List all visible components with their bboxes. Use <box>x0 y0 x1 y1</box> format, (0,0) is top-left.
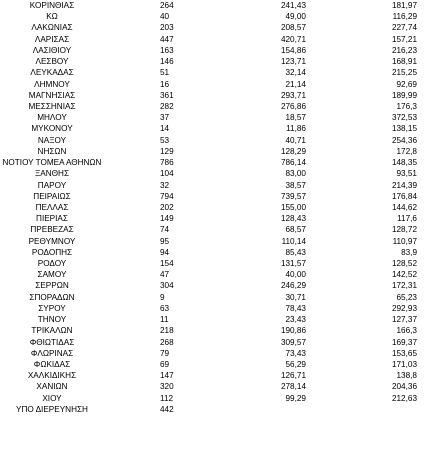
table-row <box>0 22 431 33</box>
cases-cell: 154 <box>160 259 174 269</box>
rate-cell: 18,57 <box>285 113 306 123</box>
index-cell: 157,21 <box>391 34 417 44</box>
table-row <box>0 112 431 123</box>
rate-cell: 154,86 <box>280 45 306 55</box>
rate-cell: 155,00 <box>280 202 306 212</box>
region-name-cell: ΛΗΜΝΟΥ <box>34 79 70 89</box>
rate-cell: 23,43 <box>285 315 306 325</box>
rate-cell: 126,71 <box>280 371 306 381</box>
region-name-cell: ΡΕΘΥΜΝΟΥ <box>28 236 76 246</box>
rate-cell: 32,14 <box>285 68 306 78</box>
region-name-cell: ΤΗΝΟΥ <box>37 315 67 325</box>
region-name-cell: ΦΩΚΙΔΑΣ <box>33 360 71 369</box>
rate-cell: 40,00 <box>285 270 306 280</box>
index-cell: 176,84 <box>391 191 417 201</box>
table-row <box>0 314 431 325</box>
rate-cell: 128,43 <box>280 214 306 224</box>
index-cell: 117,6 <box>397 214 417 224</box>
region-name-cell: ΜΕΣΣΗΝΙΑΣ <box>28 101 76 111</box>
index-cell: 138,8 <box>396 371 417 381</box>
index-cell: 216,23 <box>391 45 417 55</box>
rate-cell: 208,57 <box>280 23 306 33</box>
cases-cell: 163 <box>160 45 174 55</box>
cases-cell: 202 <box>160 202 174 212</box>
table-row <box>0 236 431 247</box>
region-name-cell: ΣΑΜΟΥ <box>37 270 67 280</box>
table-row <box>0 280 431 291</box>
table-row <box>0 258 431 269</box>
table-row <box>0 359 431 370</box>
region-name-cell: ΛΑΡΙΣΑΣ <box>34 34 70 44</box>
cases-cell: 104 <box>160 169 174 179</box>
index-cell: 215,25 <box>391 68 417 78</box>
cases-cell: 32 <box>160 180 170 190</box>
index-cell: 372,53 <box>391 113 417 123</box>
index-cell: 142,52 <box>391 270 417 280</box>
cases-cell: 53 <box>160 135 170 145</box>
index-cell: 166,3 <box>396 326 417 336</box>
region-name-cell: ΠΕΙΡΑΙΩΣ <box>33 191 71 201</box>
region-name-cell: ΛΑΣΙΘΙΟΥ <box>32 45 72 55</box>
table-row <box>0 202 431 213</box>
index-cell: 172,31 <box>391 281 417 291</box>
rate-cell: 786,14 <box>280 158 306 168</box>
rate-cell: 30,71 <box>285 292 306 302</box>
table-row <box>0 191 431 202</box>
index-cell: 212,63 <box>391 393 417 403</box>
index-cell: 168,91 <box>391 57 417 67</box>
region-name-cell: ΚΩ <box>46 12 58 22</box>
rate-cell: 739,57 <box>280 191 306 201</box>
cases-cell: 40 <box>160 12 170 22</box>
table-row <box>0 157 431 168</box>
index-cell: 65,23 <box>396 292 417 302</box>
region-name-cell: ΧΑΝΙΩΝ <box>36 382 68 392</box>
region-name-cell: ΝΟΤΙΟΥ ΤΟΜΕΑ ΑΘΗΝΩΝ <box>2 158 102 168</box>
index-cell: 189,99 <box>391 90 417 100</box>
rate-cell: 276,86 <box>280 101 306 111</box>
table-row <box>0 180 431 191</box>
region-name-cell: ΠΡΕΒΕΖΑΣ <box>30 225 74 235</box>
rate-cell: 68,57 <box>285 225 306 235</box>
table-row <box>0 146 431 157</box>
index-cell: 110,97 <box>392 236 417 246</box>
cases-cell: 51 <box>160 68 170 78</box>
cases-cell: 786 <box>160 158 174 168</box>
index-cell: 93,51 <box>396 169 417 179</box>
cases-cell: 94 <box>160 247 170 257</box>
region-name-cell: ΦΛΩΡΙΝΑΣ <box>30 348 74 358</box>
cases-cell: 320 <box>160 382 174 392</box>
cases-cell: 14 <box>160 124 170 134</box>
table-row <box>0 393 431 404</box>
table-row <box>0 404 431 415</box>
region-name-cell: ΧΑΛΚΙΔΙΚΗΣ <box>27 371 77 381</box>
rate-cell: 99,29 <box>285 393 306 403</box>
region-name-cell: ΠΕΛΛΑΣ <box>35 202 69 212</box>
region-name-cell: ΣΕΡΡΩΝ <box>35 281 69 291</box>
rate-cell: 83,00 <box>285 169 306 179</box>
table-row <box>0 0 431 11</box>
table-row <box>0 213 431 224</box>
rate-cell: 49,00 <box>285 12 306 22</box>
index-cell: 144,62 <box>391 202 417 212</box>
index-cell: 181,97 <box>391 1 417 10</box>
cases-cell: 11 <box>160 315 169 325</box>
rate-cell: 73,43 <box>285 348 306 358</box>
table-row <box>0 348 431 359</box>
cases-cell: 304 <box>160 281 174 291</box>
index-cell: 92,69 <box>396 79 417 89</box>
table-row <box>0 325 431 336</box>
index-cell: 254,36 <box>391 135 417 145</box>
cases-cell: 149 <box>160 214 174 224</box>
table-row <box>0 123 431 134</box>
cases-cell: 95 <box>160 236 170 246</box>
cases-cell: 203 <box>160 23 174 33</box>
cases-cell: 146 <box>160 57 174 67</box>
region-name-cell: ΠΑΡΟΥ <box>37 180 67 190</box>
table-row <box>0 135 431 146</box>
rate-cell: 190,86 <box>280 326 306 336</box>
rate-cell: 85,43 <box>285 247 306 257</box>
region-name-cell: ΥΠΟ ΔΙΕΡΕΥΝΗΣΗ <box>16 404 88 414</box>
cases-cell: 79 <box>160 348 170 358</box>
table-row <box>0 381 431 392</box>
index-cell: 128,52 <box>391 259 417 269</box>
region-name-cell: ΤΡΙΚΑΛΩΝ <box>31 326 73 336</box>
index-cell: 148,35 <box>391 158 417 168</box>
cases-cell: 361 <box>160 90 174 100</box>
table-row <box>0 45 431 56</box>
table-row <box>0 34 431 45</box>
region-name-cell: ΣΠΟΡΑΔΩΝ <box>29 292 75 302</box>
region-name-cell: ΣΥΡΟΥ <box>38 303 66 313</box>
index-cell: 176,3 <box>396 101 417 111</box>
region-name-cell: ΚΟΡΙΝΘΙΑΣ <box>29 1 75 10</box>
rate-cell: 56,29 <box>285 360 306 369</box>
table-row <box>0 247 431 258</box>
table-row <box>0 303 431 314</box>
cases-cell: 447 <box>160 34 174 44</box>
cases-cell: 794 <box>160 191 174 201</box>
cases-cell: 69 <box>160 360 170 369</box>
region-name-cell: ΛΕΣΒΟΥ <box>35 57 69 67</box>
index-cell: 116,29 <box>392 12 417 22</box>
cases-cell: 268 <box>160 337 174 347</box>
index-cell: 292,93 <box>391 303 417 313</box>
table-row <box>0 224 431 235</box>
region-name-cell: ΜΥΚΟΝΟΥ <box>31 124 73 134</box>
rate-cell: 123,71 <box>280 57 306 67</box>
cases-cell: 16 <box>160 79 170 89</box>
rate-cell: 131,57 <box>280 259 306 269</box>
cases-cell: 37 <box>160 113 170 123</box>
table-row <box>0 90 431 101</box>
table-row <box>0 79 431 90</box>
rate-cell: 241,43 <box>280 1 306 10</box>
index-cell: 127,37 <box>391 315 417 325</box>
index-cell: 128,72 <box>391 225 417 235</box>
region-name-cell: ΡΟΔΟΠΗΣ <box>31 247 73 257</box>
rate-cell: 246,29 <box>280 281 306 291</box>
table-row <box>0 67 431 78</box>
index-cell: 153,65 <box>391 348 417 358</box>
index-cell: 83,9 <box>401 247 417 257</box>
index-cell: 169,37 <box>391 337 417 347</box>
region-name-cell: ΛΑΚΩΝΙΑΣ <box>31 23 73 33</box>
cases-cell: 442 <box>160 404 174 414</box>
rate-cell: 40,71 <box>285 135 306 145</box>
rate-cell: 309,57 <box>280 337 306 347</box>
region-name-cell: ΝΑΞΟΥ <box>37 135 67 145</box>
rate-cell: 278,14 <box>280 382 306 392</box>
cases-cell: 47 <box>160 270 170 280</box>
region-name-cell: ΝΗΣΩΝ <box>37 146 67 156</box>
table-row <box>0 101 431 112</box>
cases-cell: 129 <box>160 146 174 156</box>
region-name-cell: ΜΗΛΟΥ <box>37 113 67 123</box>
cases-cell: 282 <box>160 101 174 111</box>
region-name-cell: ΞΑΝΘΗΣ <box>34 169 70 179</box>
cases-cell: 63 <box>160 303 170 313</box>
cases-cell: 264 <box>160 1 174 10</box>
table-row <box>0 370 431 381</box>
rate-cell: 420,71 <box>280 34 306 44</box>
rate-cell: 38,57 <box>285 180 306 190</box>
index-cell: 227,74 <box>391 23 417 33</box>
region-name-cell: ΧΙΟΥ <box>42 393 62 403</box>
index-cell: 138,15 <box>391 124 417 134</box>
region-name-cell: ΛΕΥΚΑΔΑΣ <box>30 68 74 78</box>
table-row <box>0 292 431 303</box>
index-cell: 171,03 <box>391 360 417 369</box>
table-row <box>0 168 431 179</box>
rate-cell: 11,86 <box>286 124 306 134</box>
rate-cell: 128,29 <box>280 146 306 156</box>
region-name-cell: ΠΙΕΡΙΑΣ <box>36 214 68 224</box>
rate-cell: 21,14 <box>285 79 306 89</box>
index-cell: 204,36 <box>391 382 417 392</box>
cases-cell: 9 <box>160 292 165 302</box>
rate-cell: 293,71 <box>280 90 306 100</box>
index-cell: 172,8 <box>396 146 417 156</box>
rate-cell: 110,14 <box>281 236 306 246</box>
table-row <box>0 56 431 67</box>
table-row <box>0 337 431 348</box>
cases-cell: 147 <box>160 371 174 381</box>
region-name-cell: ΡΟΔΟΥ <box>37 259 67 269</box>
table-row <box>0 269 431 280</box>
index-cell: 214,39 <box>391 180 417 190</box>
cases-cell: 112 <box>160 393 174 403</box>
region-name-cell: ΦΘΙΩΤΙΔΑΣ <box>29 337 75 347</box>
cases-cell: 218 <box>160 326 174 336</box>
table-row <box>0 11 431 22</box>
region-name-cell: ΜΑΓΝΗΣΙΑΣ <box>28 90 76 100</box>
rate-cell: 78,43 <box>285 303 306 313</box>
cases-cell: 74 <box>160 225 170 235</box>
